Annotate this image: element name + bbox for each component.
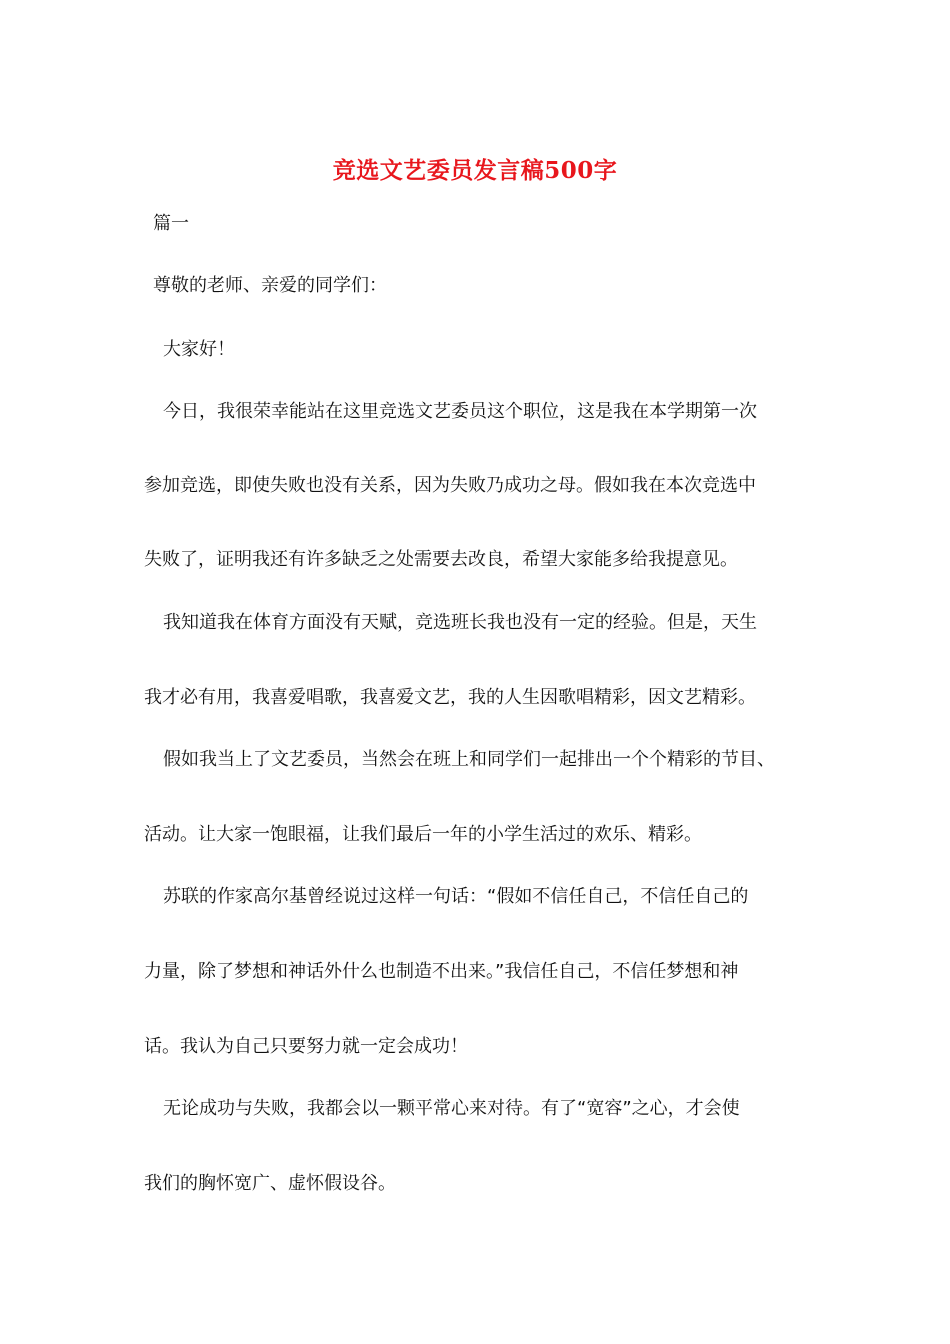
- body-line: 苏联的作家高尔基曾经说过这样一句话：“假如不信任自己，不信任自己的: [163, 886, 749, 907]
- body-line: 参加竞选，即使失败也没有关系，因为失败乃成功之母。假如我在本次竞选中: [144, 475, 756, 496]
- document-title: 竞选文艺委员发言稿500字: [332, 157, 618, 184]
- salutation: 尊敬的老师、亲爱的同学们：: [153, 275, 387, 296]
- section-label: 篇一: [153, 213, 189, 234]
- body-line: 话。我认为自己只要努力就一定会成功！: [144, 1036, 468, 1057]
- body-line: 失败了，证明我还有许多缺乏之处需要去改良，希望大家能多给我提意见。: [144, 549, 738, 570]
- body-line: 今日，我很荣幸能站在这里竞选文艺委员这个职位，这是我在本学期第一次: [163, 401, 757, 422]
- body-line: 活动。让大家一饱眼福，让我们最后一年的小学生活过的欢乐、精彩。: [144, 824, 702, 845]
- body-line: 假如我当上了文艺委员，当然会在班上和同学们一起排出一个个精彩的节目、: [163, 749, 775, 770]
- body-line: 我们的胸怀宽广、虚怀假设谷。: [144, 1173, 396, 1194]
- body-line: 我才必有用，我喜爱唱歌，我喜爱文艺，我的人生因歌唱精彩，因文艺精彩。: [144, 687, 756, 708]
- body-line: 无论成功与失败，我都会以一颗平常心来对待。有了“宽容”之心，才会使: [163, 1098, 740, 1119]
- body-line: 力量，除了梦想和神话外什么也制造不出来。”我信任自己，不信任梦想和神: [144, 961, 739, 982]
- body-line: 我知道我在体育方面没有天赋，竞选班长我也没有一定的经验。但是，天生: [163, 612, 757, 633]
- greeting: 大家好！: [163, 339, 235, 360]
